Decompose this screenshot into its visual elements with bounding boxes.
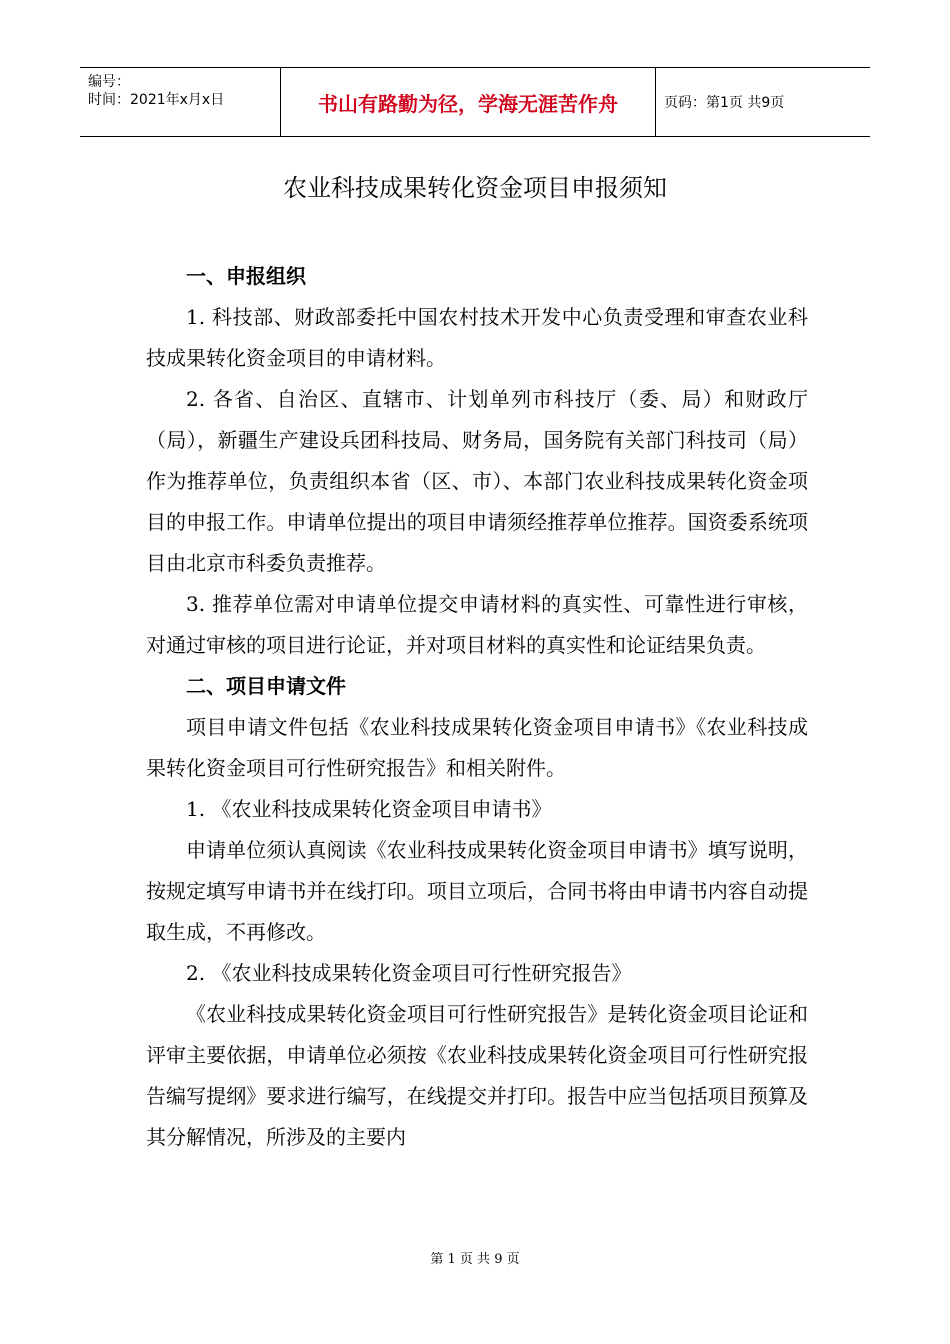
document-date-label: 时间：2021年x月x日: [88, 92, 225, 108]
paragraph: 《农业科技成果转化资金项目可行性研究报告》是转化资金项目论证和评审主要依据，申请单位必须按《农业科技成果转化资金项目可行性研究报告编写提纲》要求进行编写，在线提交并打印。报告中应当包括项目预算及其分解情况，所涉及的主要内: [146, 1002, 808, 1149]
page-footer: 第 1 页 共 9 页: [430, 1252, 520, 1267]
section-heading-2: 二、项目申请文件: [186, 674, 346, 698]
paragraph: 3. 推荐单位需对申请单位提交申请材料的真实性、可靠性进行审核，对通过审核的项目进行论证，并对项目材料的真实性和论证结果负责。: [146, 592, 808, 657]
paragraph: 项目申请文件包括《农业科技成果转化资金项目申请书》《农业科技成果转化资金项目可行性研究报告》和相关附件。: [146, 715, 808, 780]
list-item-heading: 2. 《农业科技成果转化资金项目可行性研究报告》: [186, 961, 632, 985]
header-table: [80, 67, 870, 137]
document-number-label: 编号：: [88, 74, 130, 90]
paragraph: 2. 各省、自治区、直辖市、计划单列市科技厅（委、局）和财政厅（局），新疆生产建设兵团科技局、财务局，国务院有关部门科技司（局）作为推荐单位，负责组织本省（区、市）、本部门农业科技成果转化资金项目的申报工作。申请单位提出的项目申请须经推荐单位推荐。国资委系统项目由北京市科委负责推荐。: [146, 387, 808, 575]
header-motto: 书山有路勤为径，学海无涯苦作舟: [281, 68, 656, 136]
header-meta-cell: [80, 68, 281, 136]
paragraph: 1. 科技部、财政部委托中国农村技术开发中心负责受理和审查农业科技成果转化资金项目的申请材料。: [146, 305, 808, 370]
list-item-heading: 1. 《农业科技成果转化资金项目申请书》: [186, 797, 552, 821]
paragraph: 申请单位须认真阅读《农业科技成果转化资金项目申请书》填写说明，按规定填写申请书并在线打印。项目立项后，合同书将由申请书内容自动提取生成，不再修改。: [146, 838, 808, 944]
header-page-info: 页码：第1页 共9页: [664, 95, 785, 111]
document-title: 农业科技成果转化资金项目申报须知: [283, 174, 667, 202]
document-body: [146, 256, 808, 1158]
section-heading-1: 一、申报组织: [186, 264, 306, 288]
